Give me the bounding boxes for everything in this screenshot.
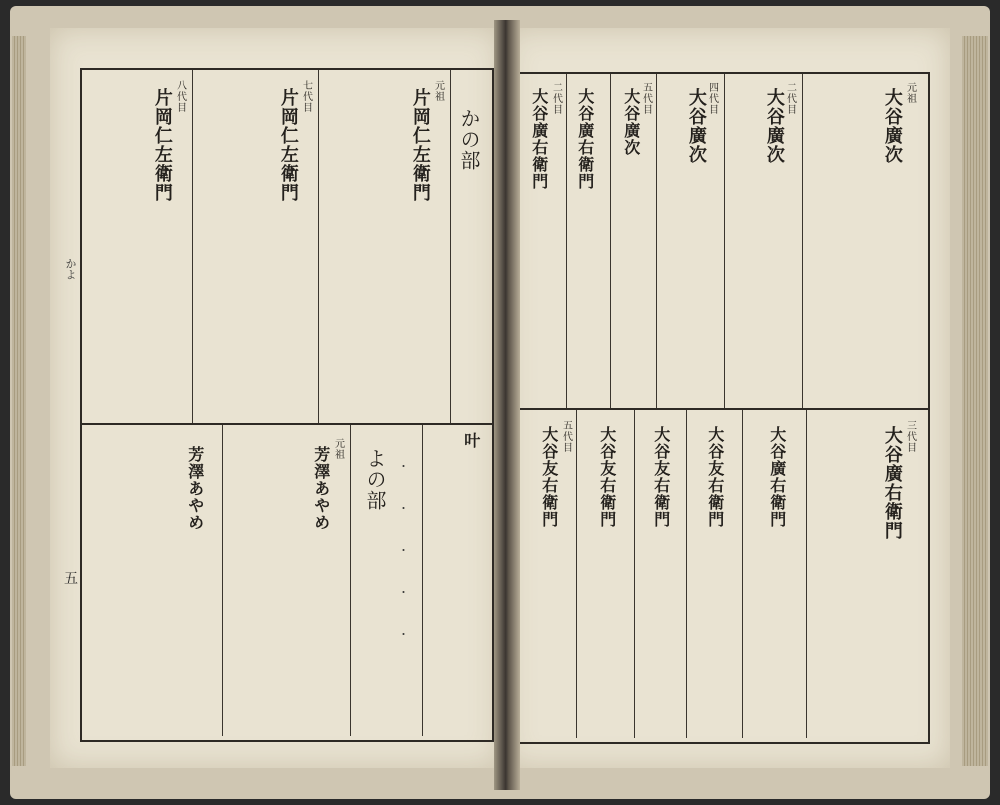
section-heading-ka: かの部 <box>457 108 481 171</box>
entry-name: 大谷廣右衛門 <box>529 88 549 190</box>
left-page <box>50 28 500 768</box>
entry-generation: 三代目 <box>904 420 916 453</box>
entry-generation: 四代目 <box>706 82 718 115</box>
entry-generation: 二代目 <box>550 82 562 115</box>
entry-name: 大谷廣次 <box>881 88 903 164</box>
entry-name: 片岡仁左衛門 <box>409 88 431 202</box>
entry-name: 大谷廣次 <box>685 88 707 164</box>
entry-generation: 元祖 <box>332 438 344 460</box>
entry-name: 芳澤あやめ <box>311 446 331 531</box>
entry-name: 大谷友右衛門 <box>651 426 671 528</box>
entry-generation: 七代目 <box>300 80 312 113</box>
entry-generation: 八代目 <box>174 80 186 113</box>
entry-name: 大谷廣右衛門 <box>575 88 595 190</box>
entry-name: 大谷廣右衛門 <box>881 426 903 540</box>
entry-name: 片岡仁左衛門 <box>151 88 173 202</box>
right-page-edge <box>962 36 988 766</box>
entry-name: 大谷友右衛門 <box>597 426 617 528</box>
entry-name: 芳澤あやめ <box>185 446 205 531</box>
entry-name: 大谷廣次 <box>621 88 641 156</box>
entry-name: 大谷廣右衛門 <box>767 426 787 528</box>
entry-name: 大谷廣次 <box>763 88 785 164</box>
section-tab-left: かよ <box>64 258 77 280</box>
left-page-edge <box>12 36 26 766</box>
right-mid-rule <box>516 408 930 410</box>
book-gutter <box>494 20 520 790</box>
entry-generation: 二代目 <box>784 82 796 115</box>
entry-generation: 五代目 <box>560 420 572 453</box>
ka-entry-name: 叶 <box>461 432 481 449</box>
page-number: 五 <box>64 571 78 587</box>
entry-generation: 元祖 <box>432 80 444 102</box>
entry-name: 大谷友右衛門 <box>705 426 725 528</box>
entry-name: 片岡仁左衛門 <box>277 88 299 202</box>
book-spread <box>10 6 990 799</box>
right-page <box>506 28 950 768</box>
entry-generation: 五代目 <box>640 82 652 115</box>
entry-generation: 元祖 <box>904 82 916 104</box>
placeholder-marks: ・ ・ ・ ・ ・ <box>398 460 409 641</box>
section-heading-yo: よの部 <box>363 448 387 511</box>
entry-name: 大谷友右衛門 <box>539 426 559 528</box>
left-mid-rule <box>80 423 494 425</box>
